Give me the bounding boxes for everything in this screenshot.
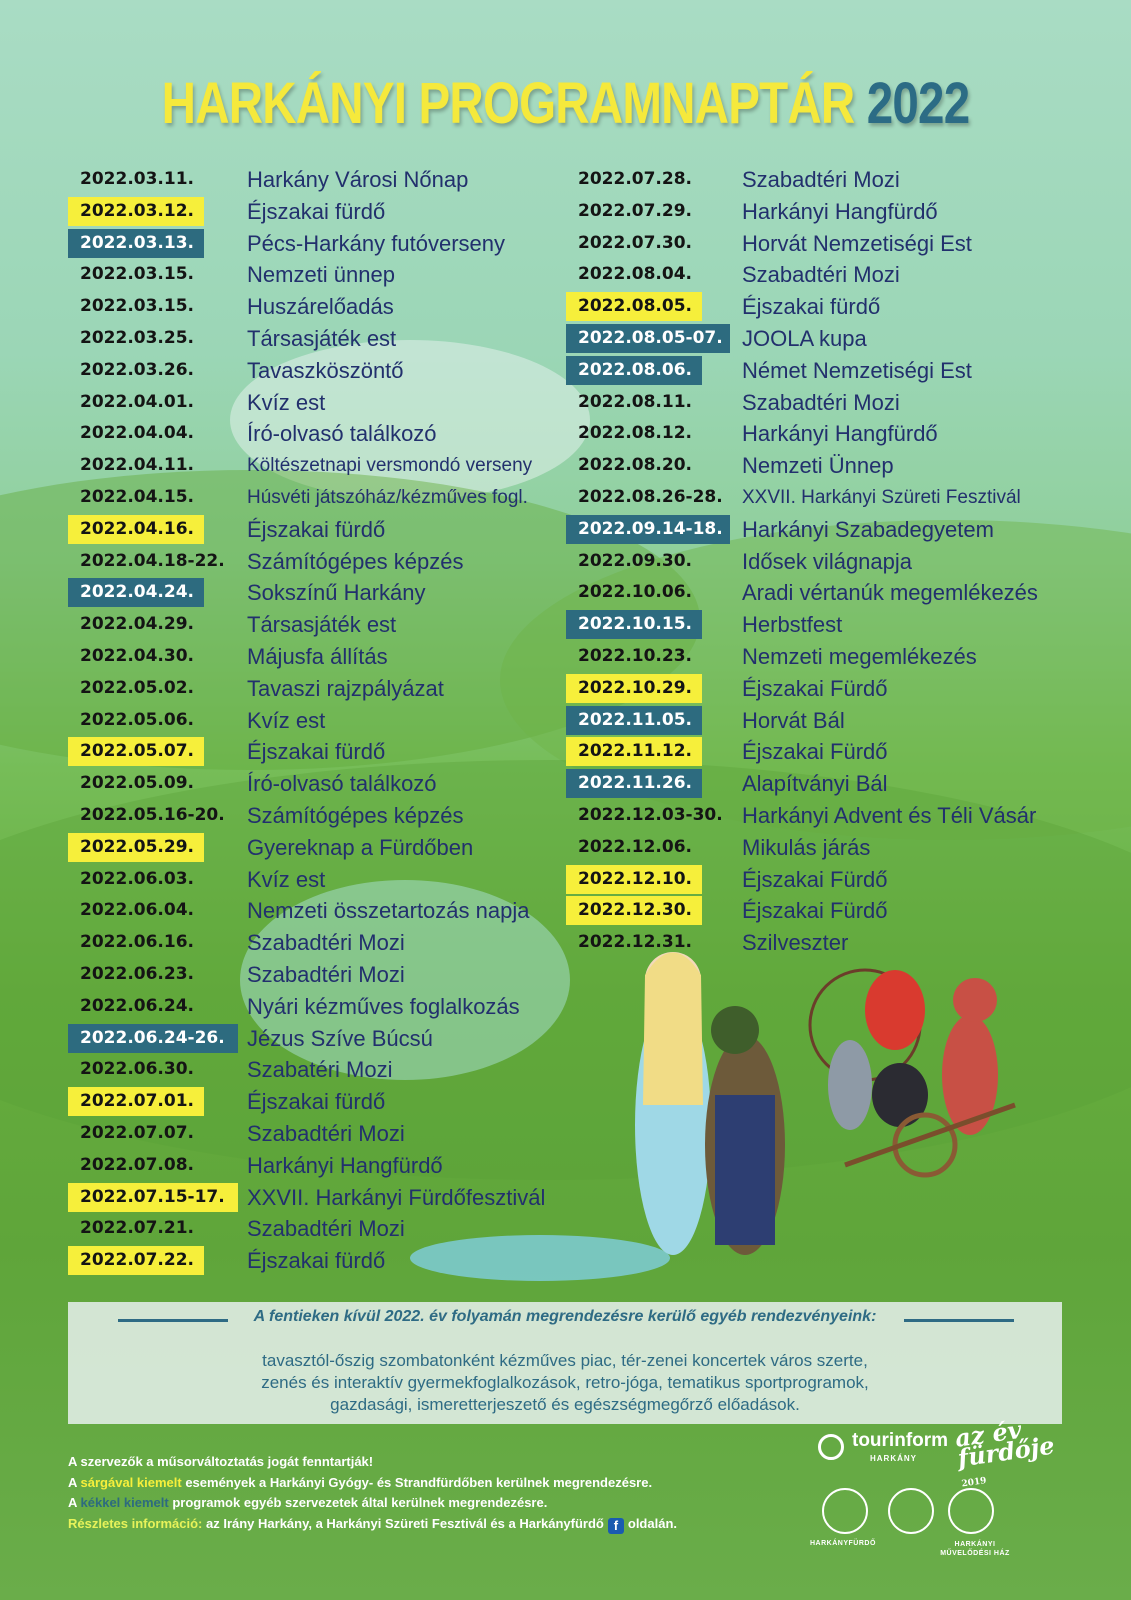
event-date: 2022.07.07. [80, 1122, 195, 1143]
footer-blue-note [68, 1493, 768, 1514]
footer-text: az Irány Harkány, a Harkányi Szüreti Fesztivál és a Harkányfürdő [202, 1515, 604, 1531]
event-date: 2022.05.16-20. [80, 804, 225, 825]
schedule-row [566, 673, 1086, 705]
event-name: Éjszakai fürdő [247, 198, 386, 224]
other-events-line: tavasztól-őszig szombatonként kézműves piac, tér-zenei koncertek város szerte, [262, 1351, 868, 1370]
event-date: 2022.04.18-22. [80, 550, 225, 571]
event-date: 2022.04.04. [80, 423, 195, 444]
event-date: 2022.12.03-30. [578, 804, 723, 825]
event-name: Szabatéri Mozi [247, 1057, 393, 1083]
tourinform-mark-icon [818, 1434, 844, 1460]
schedule-row [68, 641, 588, 673]
poster-title [102, 70, 1029, 137]
event-date: 2022.11.26. [566, 769, 702, 798]
schedule-row [68, 1150, 588, 1182]
schedule-row [566, 895, 1086, 927]
footer-notes [68, 1452, 768, 1534]
event-name: Éjszakai fürdő [247, 1089, 386, 1115]
schedule-row [566, 768, 1086, 800]
event-date: 2022.06.03. [80, 868, 195, 889]
event-name: Szabadtéri Mozi [247, 1216, 405, 1242]
event-date: 2022.07.15-17. [68, 1183, 238, 1212]
event-date: 2022.05.07. [68, 737, 204, 766]
event-date: 2022.08.05. [566, 292, 702, 321]
event-date: 2022.12.30. [566, 896, 702, 925]
event-date: 2022.06.24. [80, 995, 195, 1016]
event-date: 2022.11.12. [566, 737, 702, 766]
schedule-row [68, 355, 588, 387]
event-name: Szilveszter [742, 930, 849, 956]
event-name: Német Nemzetiségi Est [742, 357, 972, 383]
event-name: Harkányi Hangfürdő [742, 198, 938, 224]
event-date: 2022.12.31. [578, 932, 693, 953]
event-name: Húsvéti játszóház/kézműves fogl. [247, 486, 528, 508]
event-name: Költészetnapi versmondó verseny [247, 455, 533, 477]
event-name: Számítógépes képzés [247, 548, 464, 574]
event-date: 2022.07.22. [68, 1246, 204, 1275]
schedule-row [566, 228, 1086, 260]
event-name: XXVII. Harkányi Szüreti Fesztivál [742, 486, 1021, 508]
schedule-row [68, 736, 588, 768]
schedule-row [566, 514, 1086, 546]
other-events-heading: A fentieken kívül 2022. év folyamán megrendezésre kerülő egyéb rendezvényeink: [253, 1308, 877, 1325]
schedule-row [68, 800, 588, 832]
event-date: 2022.12.06. [578, 836, 693, 857]
schedule-row [68, 832, 588, 864]
footer-info [68, 1514, 768, 1535]
right-schedule-column [566, 164, 1086, 959]
event-date: 2022.09.14-18. [566, 515, 730, 544]
town-crest-icon [888, 1488, 934, 1534]
title-main: HARKÁNYI PROGRAMNAPTÁR [161, 71, 855, 136]
event-name: Alapítványi Bál [742, 771, 888, 797]
event-date: 2022.08.12. [578, 423, 693, 444]
event-name: Szabadtéri Mozi [247, 1120, 405, 1146]
other-events-text [68, 1350, 1062, 1416]
event-date: 2022.10.15. [566, 610, 702, 639]
event-name: Aradi vértanúk megemlékezés [742, 580, 1038, 606]
schedule-row [566, 482, 1086, 514]
event-date: 2022.03.11. [80, 169, 195, 189]
event-date: 2022.07.28. [578, 169, 693, 189]
schedule-row [566, 291, 1086, 323]
footer-text: programok egyéb szervezetek által kerülnek megrendezésre. [168, 1495, 548, 1510]
event-name: Szabadtéri Mozi [742, 389, 900, 415]
event-name: Társasjáték est [247, 325, 397, 351]
footer-text: oldalán. [627, 1515, 677, 1531]
event-name: Kvíz est [247, 707, 326, 733]
event-date: 2022.04.01. [80, 391, 195, 412]
schedule-row [68, 609, 588, 641]
schedule-row [68, 895, 588, 927]
event-date: 2022.06.24-26. [68, 1024, 238, 1053]
schedule-row [566, 546, 1086, 578]
event-date: 2022.03.15. [80, 296, 195, 317]
event-name: Mikulás járás [742, 834, 871, 860]
blue-legend: kékkel kiemelt [80, 1495, 169, 1510]
schedule-row [566, 577, 1086, 609]
schedule-row [68, 864, 588, 896]
event-name: Éjszakai fürdő [247, 1248, 386, 1274]
event-date: 2022.04.16. [68, 515, 204, 544]
event-name: Harkányi Hangfürdő [742, 421, 938, 447]
muvelodesi-caption: HARKÁNYI MŰVELŐDÉSI HÁZ [940, 1541, 1010, 1557]
event-name: Szabadtéri Mozi [247, 930, 405, 956]
event-name: Éjszakai Fürdő [742, 675, 888, 701]
schedule-row [68, 482, 588, 514]
schedule-row [68, 228, 588, 260]
left-schedule-column [68, 164, 588, 1277]
event-name: Éjszakai Fürdő [742, 898, 888, 924]
event-name: Nemzeti összetartozás napja [247, 898, 530, 924]
event-name: Májusfa állítás [247, 643, 388, 669]
event-name: Harkány Városi Nőnap [247, 167, 469, 192]
event-name: Éjszakai fürdő [247, 739, 386, 765]
tourinform-name: tourinform [852, 1430, 949, 1451]
schedule-row [68, 1213, 588, 1245]
event-date: 2022.11.05. [566, 706, 702, 735]
schedule-row [68, 1023, 588, 1055]
schedule-row [68, 991, 588, 1023]
event-date: 2022.04.15. [80, 486, 195, 507]
event-name: Kvíz est [247, 866, 326, 892]
event-name: Gyereknap a Fürdőben [247, 834, 474, 860]
event-date: 2022.06.30. [80, 1059, 195, 1080]
event-date: 2022.10.23. [578, 645, 693, 666]
schedule-row [566, 705, 1086, 737]
event-name: Harkányi Szabadegyetem [742, 516, 994, 542]
event-name: Éjszakai Fürdő [742, 866, 888, 892]
other-events-box [68, 1302, 1062, 1424]
facebook-icon: f [608, 1518, 624, 1534]
schedule-row [68, 418, 588, 450]
event-name: Nemzeti Ünnep [742, 453, 894, 479]
event-date: 2022.08.26-28. [578, 486, 723, 507]
schedule-row [566, 927, 1086, 959]
ev-furdoje-year: 2019 [960, 1476, 988, 1490]
schedule-row [68, 705, 588, 737]
event-name: Huszárelőadás [247, 294, 394, 320]
schedule-row [68, 577, 588, 609]
schedule-row [68, 1182, 588, 1214]
event-name: Társasjáték est [247, 612, 397, 638]
schedule-row [566, 387, 1086, 419]
event-name: Herbstfest [742, 612, 843, 638]
schedule-row [68, 450, 588, 482]
tourinform-sub: HARKÁNY [870, 1454, 917, 1463]
event-date: 2022.07.30. [578, 232, 693, 253]
schedule-row [68, 387, 588, 419]
schedule-row [68, 323, 588, 355]
fairy-tale-illustration [595, 935, 1075, 1275]
event-name: Éjszakai fürdő [247, 516, 386, 542]
event-name: Nemzeti ünnep [247, 262, 395, 288]
event-date: 2022.03.25. [80, 327, 195, 348]
info-label: Részletes információ: [68, 1515, 203, 1531]
harkanyfurdo-caption: HARKÁNYFÜRDŐ [810, 1540, 876, 1547]
event-date: 2022.05.29. [68, 833, 204, 862]
schedule-row [566, 196, 1086, 228]
schedule-row [566, 355, 1086, 387]
schedule-row [68, 546, 588, 578]
event-name: Éjszakai Fürdő [742, 739, 888, 765]
event-name: Pécs-Harkány futóverseny [247, 230, 505, 256]
footer-yellow-note [68, 1473, 768, 1494]
schedule-row [68, 673, 588, 705]
other-events-line: zenés és interaktív gyermekfoglalkozások, retro-jóga, tematikus sportprogramok, [261, 1373, 869, 1392]
schedule-row [68, 291, 588, 323]
event-date: 2022.04.24. [68, 578, 204, 607]
schedule-row [566, 832, 1086, 864]
event-date: 2022.03.26. [80, 359, 195, 380]
event-name: Harkányi Hangfürdő [247, 1152, 443, 1178]
schedule-row [68, 514, 588, 546]
event-date: 2022.09.30. [578, 550, 693, 571]
schedule-row [68, 196, 588, 228]
event-date: 2022.03.12. [68, 197, 204, 226]
schedule-row [566, 259, 1086, 291]
event-name: Jézus Szíve Búcsú [247, 1025, 433, 1051]
schedule-row [68, 1245, 588, 1277]
event-date: 2022.05.09. [80, 773, 195, 794]
footer-disclaimer: A szervezők a műsorváltoztatás jogát fenntartják! [68, 1454, 374, 1469]
event-date: 2022.04.11. [80, 455, 195, 476]
schedule-row [68, 1118, 588, 1150]
event-date: 2022.04.29. [80, 614, 195, 635]
yellow-legend: sárgával kiemelt [80, 1474, 182, 1490]
event-date: 2022.05.02. [80, 677, 195, 698]
schedule-row [566, 609, 1086, 641]
footer-text: A [68, 1495, 81, 1510]
event-name: Horvát Nemzetiségi Est [742, 230, 972, 256]
event-date: 2022.08.06. [566, 356, 702, 385]
event-date: 2022.08.20. [578, 455, 693, 476]
schedule-row [566, 736, 1086, 768]
event-name: XXVII. Harkányi Fürdőfesztivál [247, 1184, 546, 1210]
event-date: 2022.03.13. [68, 229, 204, 258]
event-name: Kvíz est [247, 389, 326, 415]
ev-furdoje-logo [954, 1416, 1059, 1495]
event-name: Sokszínű Harkány [247, 580, 426, 606]
schedule-row [68, 1086, 588, 1118]
event-date: 2022.06.16. [80, 932, 195, 953]
muvelodesi-haz-icon [948, 1488, 994, 1534]
event-name: Író-olvasó találkozó [247, 421, 437, 447]
ev-furdoje-text: az év fürdője [953, 1414, 1057, 1473]
event-name: Számítógépes képzés [247, 802, 464, 828]
event-date: 2022.07.08. [80, 1154, 195, 1175]
schedule-row [566, 450, 1086, 482]
event-name: Tavaszi rajzpályázat [247, 675, 444, 701]
event-date: 2022.12.10. [566, 865, 702, 894]
schedule-row [566, 864, 1086, 896]
event-name: Író-olvasó találkozó [247, 771, 437, 797]
event-name: Idősek világnapja [742, 548, 913, 574]
event-date: 2022.03.15. [80, 264, 195, 285]
event-name: Harkányi Advent és Téli Vásár [742, 802, 1037, 828]
harkanyfurdo-emblem-icon [822, 1488, 868, 1534]
event-date: 2022.08.05-07. [566, 324, 730, 353]
event-name: JOOLA kupa [742, 325, 867, 351]
event-date: 2022.10.29. [566, 674, 702, 703]
event-name: Szabadtéri Mozi [742, 167, 900, 192]
event-name: Éjszakai fürdő [742, 294, 881, 320]
sponsor-logos [810, 1414, 1057, 1580]
schedule-row [68, 959, 588, 991]
schedule-row [68, 1054, 588, 1086]
event-name: Horvát Bál [742, 707, 845, 733]
event-name: Szabadtéri Mozi [742, 262, 900, 288]
event-date: 2022.06.04. [80, 900, 195, 921]
event-date: 2022.05.06. [80, 709, 195, 730]
event-date: 2022.10.06. [578, 582, 693, 603]
schedule-row [68, 164, 588, 196]
schedule-row [566, 164, 1086, 196]
event-date: 2022.04.30. [80, 645, 195, 666]
event-date: 2022.06.23. [80, 963, 195, 984]
schedule-row [68, 259, 588, 291]
event-date: 2022.08.04. [578, 264, 693, 285]
schedule-row [68, 927, 588, 959]
event-date: 2022.07.01. [68, 1087, 204, 1116]
event-date: 2022.07.29. [578, 200, 693, 221]
event-date: 2022.08.11. [578, 391, 693, 412]
footer-text: események a Harkányi Gyógy- és Strandfürdőben kerülnek megrendezésre. [181, 1474, 653, 1490]
schedule-row [566, 418, 1086, 450]
event-name: Nemzeti megemlékezés [742, 643, 977, 669]
event-date: 2022.07.21. [80, 1218, 195, 1239]
event-name: Nyári kézműves foglalkozás [247, 993, 520, 1019]
schedule-row [566, 323, 1086, 355]
event-name: Tavaszköszöntő [247, 357, 404, 383]
schedule-row [566, 641, 1086, 673]
schedule-row [68, 768, 588, 800]
event-name: Szabadtéri Mozi [247, 961, 405, 987]
schedule-row [566, 800, 1086, 832]
footer-text: A [68, 1474, 81, 1490]
other-events-line: gazdasági, ismeretterjeszető és egészségmegőrző előadások. [330, 1395, 800, 1414]
title-year: 2022 [866, 71, 970, 136]
